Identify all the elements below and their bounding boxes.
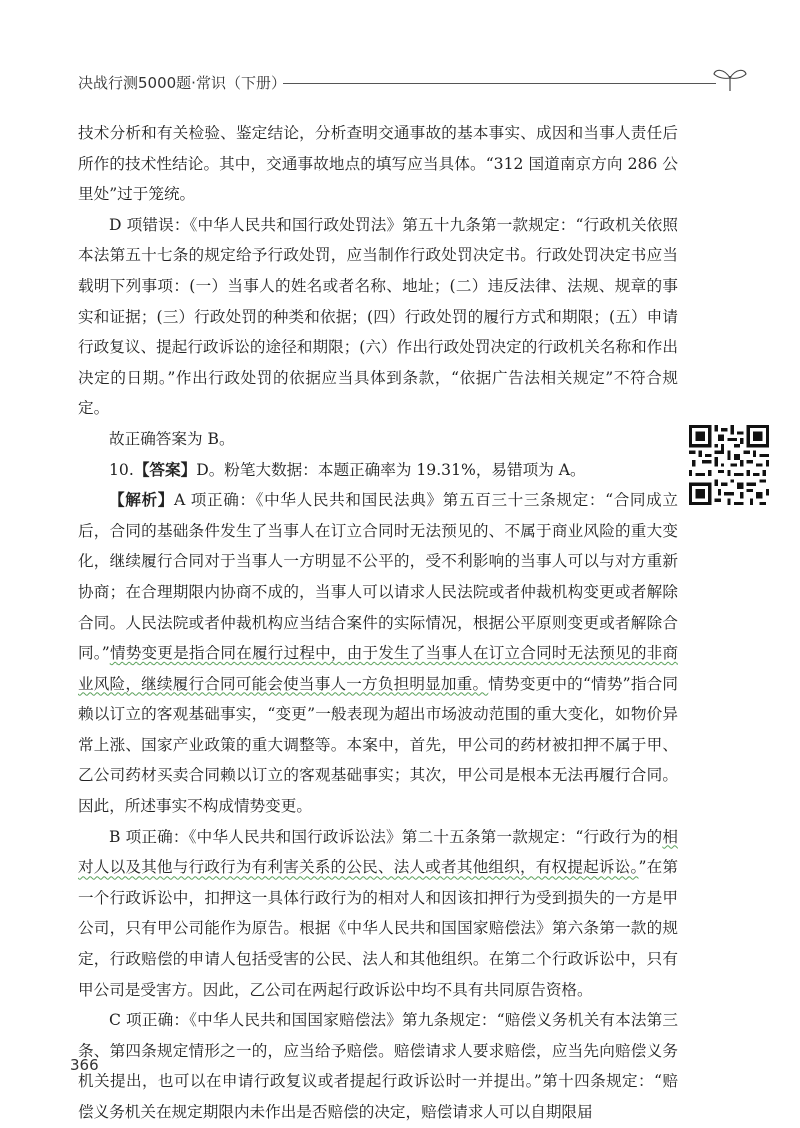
paragraph-text-continued: ”在第一个行政诉讼中，扣押这一具体行政行为的相对人和因该扣押行为受到损失的一方是甲公司，只有甲公司能作为原告。根据《中华人民共和国国家赔偿法》第六条第一款的规定，行政赔偿的申请人包括受害的公民、法人和其他组织。在第二个行政诉讼中，只有甲公司是受害方。因此，乙公司在两起行政诉讼中均不具有共同原告资格。 bbox=[78, 858, 678, 999]
page-header bbox=[78, 66, 750, 96]
analysis-label: 【解析】 bbox=[109, 490, 174, 510]
header-rule bbox=[283, 83, 716, 84]
answer-paragraph bbox=[78, 455, 678, 486]
paragraph: C 项正确：《中华人民共和国国家赔偿法》第九条规定：“赔偿义务机关有本法第三条、第四条规定情形之一的，应当给予赔偿。赔偿请求人要求赔偿，应当先向赔偿义务机关提出，也可以在申请行政复议或者提起行政诉讼时一并提出。”第十四条规定：“赔偿义务机关在规定期限内未作出是否赔偿的决定，赔偿请求人可以自期限届 bbox=[78, 1011, 678, 1121]
wavy-underlined-text: 情势变更是指合同在履行过程中，由于发生了当事人在订立合同时无法预见的非商业风险，继续履行合同可能会使当事人一方负担明显加重。 bbox=[78, 644, 678, 693]
sprout-icon bbox=[712, 66, 748, 92]
question-number: 10. bbox=[109, 460, 134, 479]
paragraph bbox=[78, 822, 678, 1006]
header-title: 决战行测5000题·常识（下册） bbox=[78, 74, 286, 92]
analysis-text-continued: 情势变更中的“情势”指合同赖以订立的客观基础事实，“变更”一般表现为超出市场波动范围的重大变化，如物价异常上涨、国家产业政策的重大调整等。本案中，首先，甲公司的药材被扣押不属于甲、乙公司药材买卖合同赖以订立的客观基础事实；其次，甲公司是根本无法再履行合同。因此，所述事实不构成情势变更。 bbox=[78, 674, 678, 816]
page-number: 366 bbox=[70, 1056, 99, 1074]
answer-label: 【答案】 bbox=[133, 459, 197, 479]
paragraph: D 项错误：《中华人民共和国行政处罚法》第五十九条第一款规定：“行政机关依照本法第五十七条的规定给予行政处罚，应当制作行政处罚决定书。行政处罚决定书应当载明下列事项：(一）当事人的姓名或者名称、地址；(二）违反法律、法规、规章的事实和证据；(三）行政处罚的种类和依据；(四）行政处罚的履行方式和期限；(五）申请行政复议、提起行政诉讼的途径和期限；(六）作出行政处罚决定的行政机关名称和作出决定的日期。”作出行政处罚的依据应当具体到条款，“依据广告法相关规定”不符合规定。 bbox=[78, 215, 678, 418]
answer-text: D。粉笔大数据：本题正确率为 19.31%，易错项为 A。 bbox=[196, 460, 586, 479]
paragraph: 技术分析和有关检验、鉴定结论，分析查明交通事故的基本事实、成因和当事人责任后所作的技术性结论。其中，交通事故地点的填写应当具体。“312 国道南京方向 286 公里处”过于笼统。 bbox=[78, 124, 678, 204]
analysis-paragraph bbox=[78, 485, 678, 822]
analysis-text: A 项正确：《中华人民共和国民法典》第五百三十三条规定：“合同成立后，合同的基础条件发生了当事人在订立合同时无法预见的、不属于商业风险的重大变化，继续履行合同对于当事人一方明显不公平的，受不利影响的当事人可以与对方重新协商；在合理期限内协商不成的，当事人可以请求人民法院或者仲裁机构变更或者解除合同。人民法院或者仲裁机构应当结合案件的实际情况，根据公平原则变更或者解除合同。” bbox=[78, 491, 678, 663]
wavy-underlined-text: 相对人以及其他与行政行为有利害关系的公民、法人或者其他组织，有权提起诉讼。 bbox=[78, 827, 678, 877]
paragraph-text: B 项正确：《中华人民共和国行政诉讼法》第二十五条第一款规定：“行政行为的 bbox=[109, 827, 663, 846]
qr-code-icon[interactable] bbox=[689, 425, 769, 505]
paragraph: 故正确答案为 B。 bbox=[109, 429, 235, 448]
page-body bbox=[78, 118, 678, 1128]
